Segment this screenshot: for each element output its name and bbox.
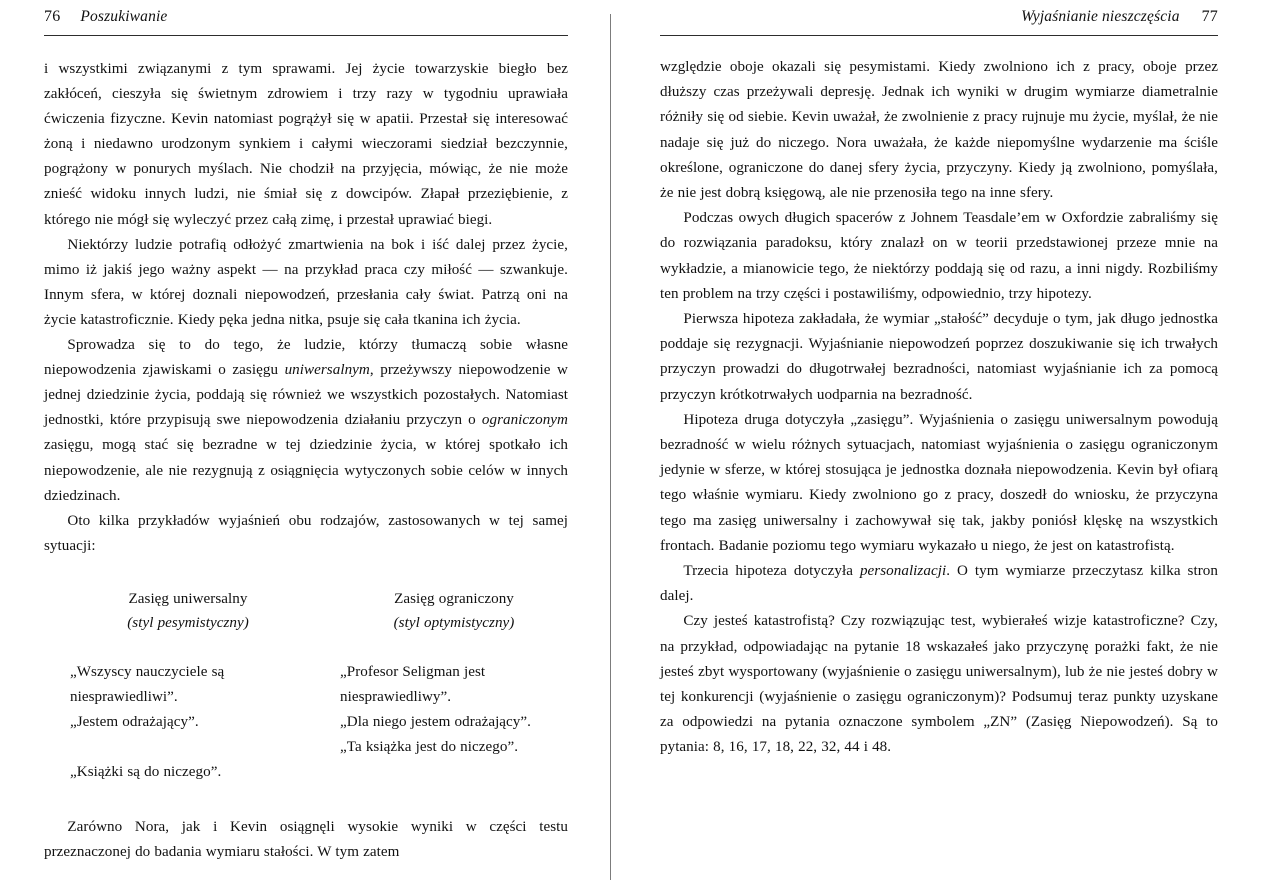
text-run: zasięgu, mogą stać się bezradne w tej dziedzinie życia, w której spotkało ich niepowodzenie, ale nie rezygnują z osiągnięcia wytyczonych sobie celów w innych dziedzinach. bbox=[44, 437, 568, 504]
right-body-column bbox=[660, 55, 1218, 761]
list-item: „Wszyscy nauczyciele są niesprawiedliwi”. bbox=[70, 663, 225, 705]
left-page-number: 76 bbox=[44, 8, 61, 25]
paragraph: Zarówno Nora, jak i Kevin osiągnęli wysokie wyniki w części testu przeznaczonej do badania wymiaru stałości. W tym zatem bbox=[44, 819, 568, 861]
explanatory-style-comparison bbox=[44, 587, 568, 785]
emphasis-universal: uniwersalnym bbox=[284, 362, 370, 379]
left-running-head bbox=[44, 0, 568, 34]
emphasis-personalization: personalizacji bbox=[859, 563, 947, 580]
right-header-rule bbox=[660, 35, 1218, 36]
comparison-quotes-universal bbox=[44, 660, 306, 785]
paragraph: względzie oboje okazali się pesymistami. Kiedy zwolniono ich z pracy, oboje przez dłuższy czas przeżywali depresję. Jednak ich wyniki w drugim wymiarze diametralnie różniły się od siebie. Kevin uważał, że zwolnienie z pracy rujnuje mu życie, myślał, że nie nadaje się już do niczego. Nora uważała, że każde niepomyślne wydarzenie ma ściśle określone, ograniczone do danej sfery życia, przyczyny. Kiedy ją zwolniono, pomyślała, że nie jest dobrą księgową, ale nie przenosiła tego na inne sfery. bbox=[660, 59, 1218, 202]
list-item: „Profesor Seligman jest niesprawiedliwy”. bbox=[340, 663, 486, 705]
paragraph: Pierwsza hipoteza zakładała, że wymiar „stałość” decyduje o tym, jak długo jednostka poddaje się rezygnacji. Wyjaśnianie niepowodzeń poprzez doszukiwanie się ich trwałych przyczyn prowadzi do długotrwałej bezradności, natomiast wyjaśnianie ich za pomocą przyczyn krótkotrwałych uodparnia na bezradność. bbox=[660, 311, 1218, 403]
paragraph: Hipoteza druga dotyczyła „zasięgu”. Wyjaśnienia o zasięgu uniwersalnym powodują bezradność w wielu różnych sytuacjach, natomiast wyjaśnienia o zasięgu ograniczonym jedynie w sferze, w której stosująca je jednostka doznała niepowodzenia. Kevin był ofiarą tego właśnie wymiaru. Kiedy zwolniono go z pracy, doszedł do wniosku, że przyczyna tego ma zasięg uniwersalny i zachowywał się tak, jakby poniósł klęskę na wszystkich frontach. Badanie poziomu tego wymiaru wykazało u niego, że jest on katastrofistą. bbox=[660, 411, 1218, 554]
paragraph: i wszystkimi związanymi z tym sprawami. Jej życie towarzyskie biegło bez zakłóceń, cieszyła się świetnym zdrowiem i trzy razy w tygodniu uprawiała ćwiczenia fizyczne. Kevin natomiast pogrążył się w apatii. Przestał się interesować żoną i niedawno urodzonym synkiem i całymi wieczorami siedział bezczynnie, pogrążony w ponurych myślach. Nie chodził na przyjęcia, mówiąc, że nie może znieść widoku innych ludzi, nie śmiał się z dowcipów. Złapał przeziębienie, z którego nie mógł się wyleczyć przez całą zimę, i przestał uprawiać biegi. bbox=[44, 61, 568, 228]
right-page bbox=[660, 0, 1218, 894]
text-run: Sprowadza się to do tego, że ludzie, którzy tłumaczą sobie własne niepowodzenia zjawiskami o zasięgu bbox=[44, 337, 568, 379]
list-item: „Książki są do niczego”. bbox=[70, 764, 222, 781]
left-running-title: Poszukiwanie bbox=[80, 8, 168, 25]
text-run: , przeżywszy niepowodzenie w jednej dziedzinie życia, poddają się również we wszystkich pozostałych. Natomiast jednostki, które przypisują swe niepowodzenia działaniu przyczyn o bbox=[44, 362, 568, 429]
paragraph: Podczas owych długich spacerów z Johnem Teasdale’em w Oxfordzie zabraliśmy się do rozwiązania paradoksu, który znalazł on w teorii przedstawionej przeze mnie na wykładzie, a mianowicie tego, że niektórzy poddają się od razu, a inni nigdy. Rozbiliśmy ten problem na trzy części i postawiliśmy, odpowiednio, trzy hipotezy. bbox=[660, 210, 1218, 302]
right-running-title: Wyjaśnianie nieszczęścia bbox=[1021, 8, 1180, 25]
paragraph: Niektórzy ludzie potrafią odłożyć zmartwienia na bok i iść dalej przez życie, mimo iż jakiś jego ważny aspekt — na przykład praca czy miłość — szwankuje. Innym sfera, w której doznali niepowodzeń, przesłania cały świat. Patrzą oni na życie katastroficznie. Kiedy pęka jedna nitka, psuje się cała tkanina ich życia. bbox=[44, 236, 568, 328]
left-closing-paragraph-wrap bbox=[44, 815, 568, 865]
paragraph: Oto kilka przykładów wyjaśnień obu rodzajów, zastosowanych w tej samej sytuacji: bbox=[44, 512, 568, 554]
comparison-heading-main: Zasięg uniwersalny bbox=[128, 590, 248, 607]
text-run: . O tym wymiarze przeczytasz kilka stron dalej. bbox=[660, 563, 1218, 605]
comparison-heading-sub: (styl pesymistyczny) bbox=[127, 614, 249, 631]
comparison-quotes-limited bbox=[306, 660, 568, 760]
paragraph bbox=[44, 333, 568, 509]
comparison-column-universal bbox=[44, 587, 306, 635]
comparison-heading bbox=[70, 587, 306, 635]
comparison-heading-main: Zasięg ograniczony bbox=[394, 590, 514, 607]
paragraph: Czy jesteś katastrofistą? Czy rozwiązując test, wybierałeś wizje katastroficzne? Czy, na przykład, odpowiadając na pytanie 18 wskazałeś jako przyczynę porażki fakt, że nie jesteś zbyt wysportowany (wyjaśnienie o zasięgu uniwersalnym), lub że nie jesteś dobry w tej konkurencji (wyjaśnienie o zasięgu ograniczonym)? Podsumuj teraz punkty uzyskane za odpowiedzi na pytania oznaczone symbolem „ZN” (Zasięg Niepowodzeń). Są to pytania: 8, 16, 17, 18, 22, 32, 44 i 48. bbox=[660, 613, 1218, 756]
right-page-number: 77 bbox=[1201, 8, 1218, 25]
comparison-heading bbox=[340, 587, 568, 635]
list-item: „Jestem odrażający”. bbox=[70, 714, 199, 731]
comparison-column-limited bbox=[306, 587, 568, 635]
list-item: „Ta książka jest do niczego”. bbox=[340, 739, 519, 756]
paragraph bbox=[660, 559, 1218, 609]
right-running-head bbox=[660, 0, 1218, 34]
comparison-quotes-row bbox=[44, 660, 568, 785]
left-header-rule bbox=[44, 35, 568, 36]
spacer bbox=[70, 735, 306, 760]
text-run: Trzecia hipoteza dotyczyła bbox=[683, 563, 860, 580]
comparison-headings-row bbox=[44, 587, 568, 635]
emphasis-limited: ograniczonym bbox=[481, 412, 568, 429]
left-page bbox=[44, 0, 568, 894]
list-item: „Dla niego jestem odrażający”. bbox=[340, 714, 531, 731]
comparison-heading-sub: (styl optymistyczny) bbox=[393, 614, 515, 631]
book-gutter-line bbox=[610, 14, 611, 880]
left-body-column bbox=[44, 57, 568, 865]
